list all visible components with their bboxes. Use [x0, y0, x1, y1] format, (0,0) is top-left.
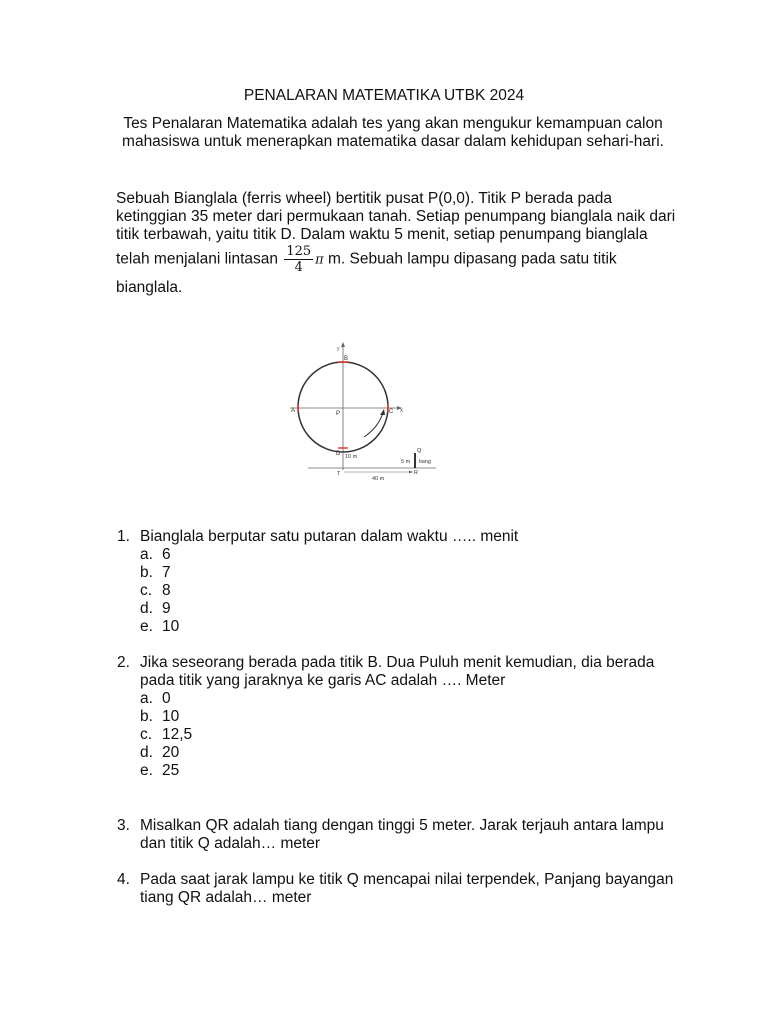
q2-text-line: Jika seseorang berada pada titik B. Dua Puluh menit kemudian, dia berada: [140, 654, 655, 671]
problem-line-2: ketinggian 35 meter dari permukaan tanah. Setiap penumpang bianglala naik dari: [116, 208, 676, 225]
page-title: PENALARAN MATEMATIKA UTBK 2024: [243, 87, 525, 104]
q2-option-value: 12,5: [162, 726, 193, 743]
q4-text-line: tiang QR adalah… meter: [140, 889, 312, 906]
label-t: T: [337, 471, 341, 477]
dist-40-arrow-icon: [409, 471, 413, 474]
problem-line-4: [116, 244, 617, 275]
q1-number: 1.: [117, 528, 130, 545]
y-axis-arrow-icon: [341, 342, 345, 347]
q2-option-label: c.: [140, 726, 153, 743]
q2-option-value: 10: [162, 708, 180, 725]
label-d: D: [336, 451, 341, 457]
q1-text: Bianglala berputar satu putaran dalam waktu ….. menit: [140, 528, 519, 545]
q2-number: 2.: [117, 654, 130, 671]
q2-option-label: e.: [140, 762, 153, 779]
fraction-denominator: 4: [294, 260, 303, 275]
problem-line-1: Sebuah Bianglala (ferris wheel) bertitik pusat P(0,0). Titik P berada pada: [116, 190, 612, 207]
fraction-numerator: 125: [286, 244, 312, 259]
ferris-wheel-figure: [286, 340, 446, 482]
pole-label: tiang: [419, 459, 431, 465]
q2-option-value: 0: [162, 690, 171, 707]
pole-5m-label: 5 m: [401, 459, 411, 465]
q2-text-line: pada titik yang jaraknya ke garis AC adalah …. Meter: [140, 672, 506, 689]
label-c: C: [389, 409, 394, 415]
dist-10-label: 10 m: [345, 454, 358, 460]
pi-symbol: π: [315, 252, 324, 268]
q2-option-label: a.: [140, 690, 153, 707]
label-r: R: [414, 470, 418, 476]
q1-option-value: 10: [162, 618, 180, 635]
problem-line-4-end: m. Sebuah lampu dipasang pada satu titik: [328, 250, 617, 268]
rotation-arrow-head-icon: [380, 409, 385, 415]
q1-option-label: e.: [140, 618, 153, 635]
q1-option-label: c.: [140, 582, 153, 599]
q3-text-line: Misalkan QR adalah tiang dengan tinggi 5 meter. Jarak terjauh antara lampu: [140, 817, 664, 834]
q1-option-label: d.: [140, 600, 153, 617]
q4-text-line: Pada saat jarak lampu ke titik Q mencapai nilai terpendek, Panjang bayangan: [140, 871, 674, 888]
label-q: Q: [417, 448, 422, 454]
q1-option-value: 6: [162, 546, 171, 563]
q1-option-label: b.: [140, 564, 153, 581]
q1-option-value: 8: [162, 582, 171, 599]
label-p: P: [336, 411, 341, 417]
q2-option-label: d.: [140, 744, 153, 761]
q4-number: 4.: [117, 871, 130, 888]
q1-option-label: a.: [140, 546, 153, 563]
q2-option-value: 25: [162, 762, 180, 779]
q2-option-label: b.: [140, 708, 153, 725]
intro-paragraph: Tes Penalaran Matematika adalah tes yang akan mengukur kemampuan calon mahasiswa untuk menerapkan matematika dasar dalam kehidupan sehari-hari.: [122, 115, 664, 150]
q2-option-value: 20: [162, 744, 180, 761]
y-axis-label: y: [337, 346, 340, 352]
q3-text-line: dan titik Q adalah… meter: [140, 835, 321, 852]
problem-line-5: bianglala.: [116, 279, 183, 296]
label-b: B: [344, 356, 349, 362]
label-a: A: [291, 408, 296, 414]
q3-number: 3.: [117, 817, 130, 834]
q1-option-value: 7: [162, 564, 171, 581]
dist-40-label: 40 m: [372, 476, 385, 482]
problem-line-3: titik terbawah, yaitu titik D. Dalam waktu 5 menit, setiap penumpang bianglala: [116, 226, 648, 243]
x-axis-label: x: [400, 408, 403, 414]
fraction: [284, 244, 313, 275]
q1-option-value: 9: [162, 600, 171, 617]
problem-line-4-start: telah menjalani lintasan: [116, 250, 278, 268]
